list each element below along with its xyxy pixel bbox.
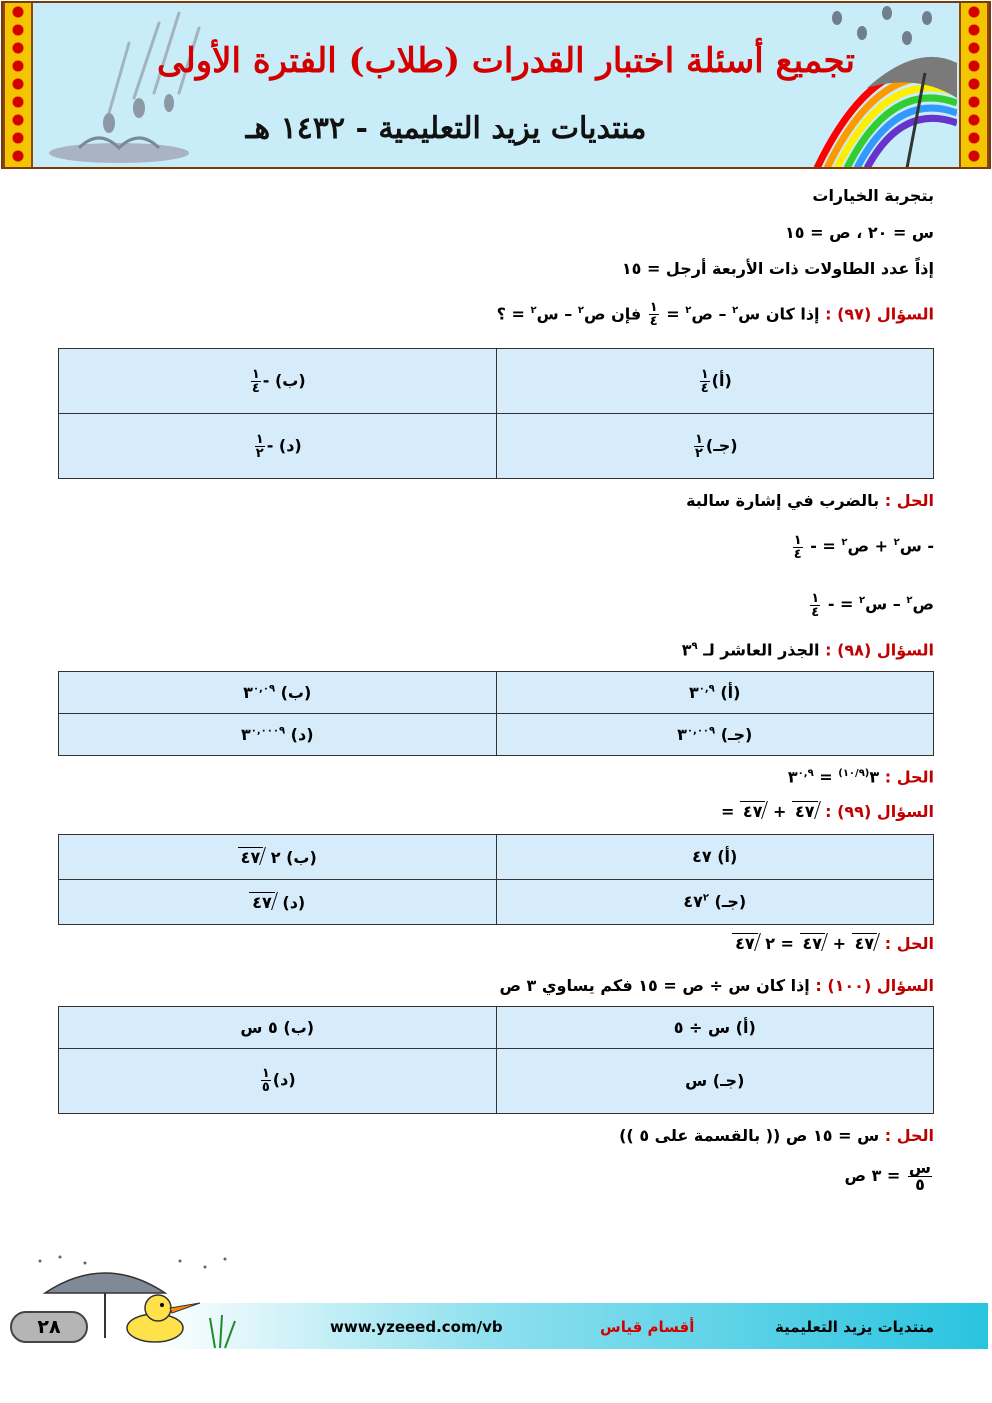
question-97-label: السؤال (٩٧) : (825, 304, 934, 324)
option-97-d: (د) - $\frac{١}{٢}$ (59, 414, 497, 479)
question-97-fraction: $\frac{١}{٤}$ (649, 300, 658, 330)
option-100-b: (ب) ٥ س (59, 1006, 497, 1048)
question-98-options (58, 671, 934, 756)
option-100-a: (أ) س ÷ ٥ (496, 1006, 934, 1048)
question-100-title: السؤال (١٠٠) : إذا كان س ÷ ص = ١٥ فكم يساوي ٣ ص (499, 975, 934, 995)
footer-url[interactable]: www.yzeeed.com/vb (330, 1318, 503, 1336)
option-100-d: (د) $\frac{١}{٥}$ (59, 1048, 497, 1113)
solution-100-step: $\frac{\text{س}}{٥}$ = ٣ ص (844, 1157, 931, 1194)
question-97-options (58, 348, 934, 479)
question-100-options (58, 1006, 934, 1114)
question-97-title: السؤال (٩٧) : إذا كان س$^٢$ – ص$^٢$ = $\frac{١}{٤}$ فإن ص$^٢$ – س$^٢$ = ؟ (496, 300, 934, 330)
option-99-b: (ب) ٢ ٤٧ (59, 834, 497, 879)
umbrella-rainbow-icon (807, 3, 957, 168)
solution-98: الحل : $٣^{(١٠/٩)}$ = $٣^{٠,٩}$ (787, 766, 934, 786)
solution-97-step-1: - س$^٢$ + ص$^٢$ = - $\frac{١}{٤}$ (793, 532, 934, 562)
banner-subtitle: منتديات يزيد التعليمية - ١٤٣٢ هـ (245, 111, 647, 146)
option-98-d: (د) $٣^{٠,٠٠٠٩}$ (59, 713, 497, 755)
option-97-a: (أ) $\frac{١}{٤}$ (496, 349, 934, 414)
solution-97: الحل : بالضرب في إشارة سالبة (686, 491, 934, 511)
option-99-c: (جـ) $٤٧^٢$ (496, 879, 934, 924)
option-97-c: (جـ) $\frac{١}{٢}$ (496, 414, 934, 479)
solution-97-step-2: ص$^٢$ – س$^٢$ = - $\frac{١}{٤}$ (811, 590, 934, 620)
option-99-a: (أ) ٤٧ (496, 834, 934, 879)
question-98-title: السؤال (٩٨) : الجذر العاشر لـ $٣^٩$ (681, 640, 934, 660)
intro-line-1: بتجربة الخيارات (812, 186, 934, 205)
page-content (58, 180, 934, 1194)
decorative-border-right (959, 3, 989, 167)
solution-100: الحل : س = ١٥ ص (( بالقسمة على ٥ )) (619, 1125, 934, 1145)
option-100-c: (جـ) س (496, 1048, 934, 1113)
option-98-c: (جـ) ٣$^{٠,٠٠٩}$ (496, 713, 934, 755)
solution-99: الحل : ٤٧ + ٤٧ = ٢ ٤٧ (58, 933, 934, 954)
page-number: ٢٨ (10, 1311, 88, 1343)
option-98-a: (أ) ٣$^{٠,٩}$ (496, 671, 934, 713)
option-99-d: (د) ٤٧ (59, 879, 497, 924)
question-99-title: السؤال (٩٩) : ٤٧ + ٤٧ = (720, 801, 934, 821)
option-98-b: (ب) ٣$^{٠,٠٩}$ (59, 671, 497, 713)
footer-section: أقسام قياس (600, 1318, 695, 1336)
header-banner (1, 1, 991, 169)
option-97-b: (ب) - $\frac{١}{٤}$ (59, 349, 497, 414)
banner-title: تجميع أسئلة اختبار القدرات (طلاب) الفترة الأولى (157, 41, 855, 81)
question-99-options (58, 834, 934, 925)
intro-line-2: س = ٢٠ ، ص = ١٥ (785, 223, 934, 242)
decorative-border-left (3, 3, 33, 167)
intro-line-3: إذاً عدد الطاولات ذات الأربعة أرجل = ١٥ (621, 259, 934, 278)
footer-forum: منتديات يزيد التعليمية (775, 1318, 935, 1336)
